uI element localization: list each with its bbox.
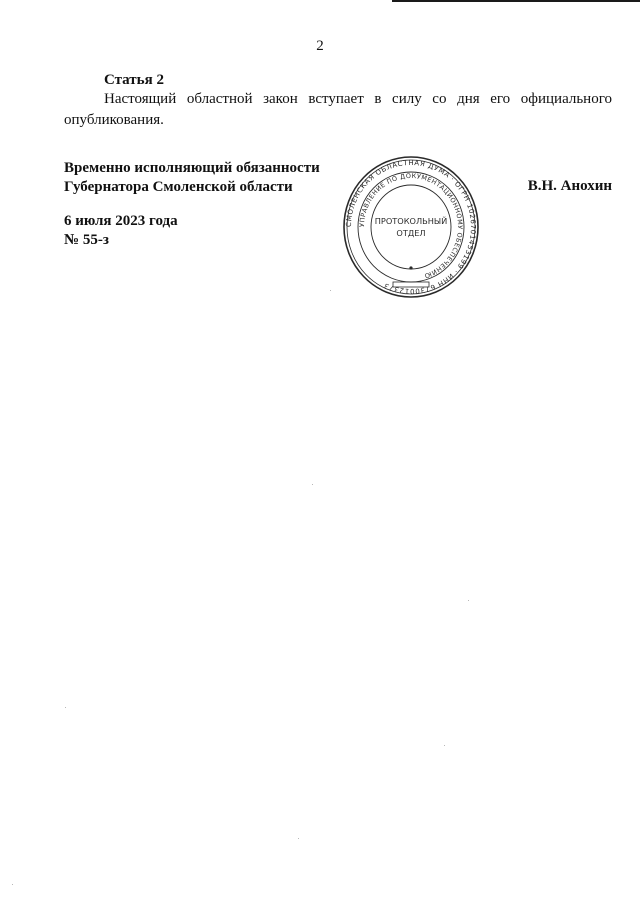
signatory-title <box>64 159 320 197</box>
seal-outer-text: СМОЛЕНСКАЯ ОБЛАСТНАЯ ДУМА · ОГРН 1026701453199 · ИНН 6730012373 <box>344 158 478 296</box>
article-text-line-1: Настоящий областной закон вступает в силу со дня его официального <box>104 91 612 107</box>
law-number: № 55-з <box>64 232 109 248</box>
signing-details <box>64 212 178 250</box>
article-heading: Статья 2 <box>104 72 164 88</box>
signatory-title-line-1: Временно исполняющий обязанности <box>64 160 320 176</box>
signatory-name: В.Н. Анохин <box>527 178 612 194</box>
signatory-title-line-2: Губернатора Смоленской области <box>64 179 293 195</box>
seal-center-line-1: ПРОТОКОЛЬНЫЙ <box>374 216 448 226</box>
scan-speck <box>65 707 66 708</box>
scan-speck <box>12 884 13 885</box>
scan-speck <box>330 290 331 291</box>
top-edge-rule <box>392 0 640 2</box>
seal-star-bottom <box>409 266 412 269</box>
signing-date: 6 июля 2023 года <box>64 213 178 229</box>
article-body <box>64 89 612 131</box>
article-text-line-2: опубликования. <box>64 112 164 128</box>
seal-center-line-2: ОТДЕЛ <box>396 228 426 238</box>
scan-speck <box>312 484 313 485</box>
scan-speck <box>444 745 445 746</box>
scan-speck <box>298 838 299 839</box>
page-number: 2 <box>316 38 324 54</box>
seal-graphic <box>343 152 479 302</box>
seal-inner-text: УПРАВЛЕНИЕ ПО ДОКУМЕНТАЦИОННОМУ ОБЕСПЕЧЕНИЮ <box>357 171 465 280</box>
official-seal-icon <box>343 152 479 302</box>
seal-inner-border <box>371 185 451 269</box>
scan-speck <box>468 600 469 601</box>
